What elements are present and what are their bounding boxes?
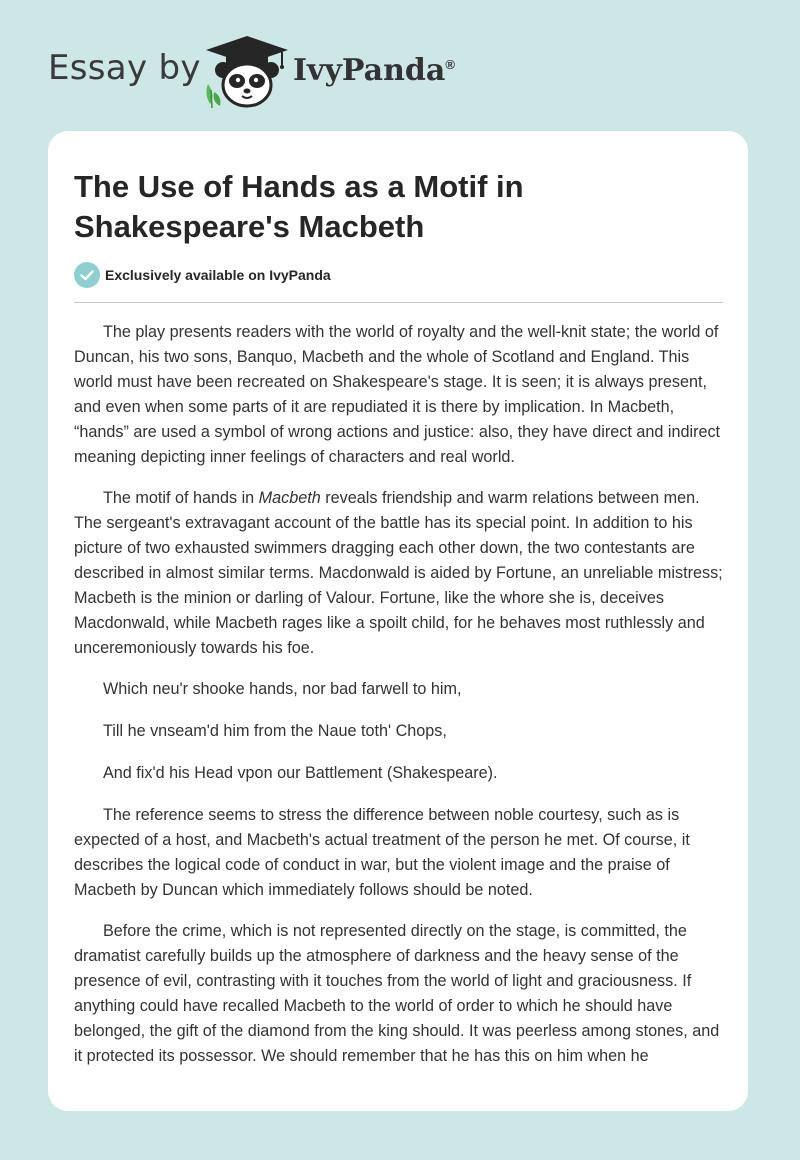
paragraph: The play presents readers with the world of royalty and the well-knit state; the world of Duncan, his two sons, Banquo, Macbeth and the whole of Scotland and England. This world must have been recreated on Shakespeare's stage. It is seen; it is always present, and even when some parts of it are repudiated it is there by implication. In Macbeth, “hands” are used a symbol of wrong actions and justice: also, they have direct and indirect meaning depicting inner feelings of characters and real world. — [74, 323, 721, 466]
paragraph-text: The motif of hands in — [103, 489, 259, 507]
exclusive-badge — [74, 262, 331, 288]
panda-graduate-logo-icon[interactable] — [202, 34, 292, 110]
registered-mark: ® — [445, 57, 455, 72]
paragraph: The reference seems to stress the difference between noble courtesy, such as is expected of a host, and Macbeth's actual treatment of the person he met. Of course, it describes the logical code of conduct in war, but the violent image and the praise of Macbeth by Duncan which immediately follows should be noted. — [74, 806, 690, 899]
site-header — [0, 0, 800, 120]
brand-name[interactable] — [293, 53, 455, 88]
page-title: The Use of Hands as a Motif in Shakespeare's Macbeth — [74, 169, 524, 244]
essay-card — [48, 131, 748, 1111]
essay-body — [74, 320, 726, 1085]
brand-text: IvyPanda — [293, 53, 446, 88]
verse-line: Which neu'r shooke hands, nor bad farwell to him, — [103, 680, 462, 698]
paragraph: Before the crime, which is not represented directly on the stage, is committed, the dramatist carefully builds up the atmosphere of darkness and the heavy sense of the presence of evil, contrasting with it touches from the world of light and graciousness. If anything could have recalled Macbeth to the world of order to which he should have belonged, the gift of the diamond from the king should. It was peerless among stones, and it protected its possessor. We should remember that he has this on him when he — [74, 922, 720, 1065]
exclusive-badge-text: Exclusively available on IvyPanda — [105, 267, 331, 283]
divider — [74, 302, 723, 303]
italic-title: Macbeth — [258, 489, 321, 507]
paragraph-text: reveals friendship and warm relations between men. The sergeant's extravagant account of the battle has its special point. In addition to his picture of two exhausted swimmers dragging each other down, the two contestants are described in almost similar terms. Macdonwald is aided by Fortune, an unreliable mistress; Macbeth is the minion or darling of Valour. Fortune, like the whore she is, deceives Macdonwald, while Macbeth rages like a spoilt child, for he behaves most ruthlessly and unceremoniously towards his foe. — [74, 489, 723, 657]
verse-line: Till he vnseam'd him from the Naue toth' Chops, — [103, 722, 447, 740]
essay-by-label: Essay by — [48, 48, 201, 88]
verse-line: And fix'd his Head vpon our Battlement (Shakespeare). — [103, 764, 498, 782]
check-circle-icon — [74, 262, 100, 288]
paragraph — [74, 486, 726, 661]
